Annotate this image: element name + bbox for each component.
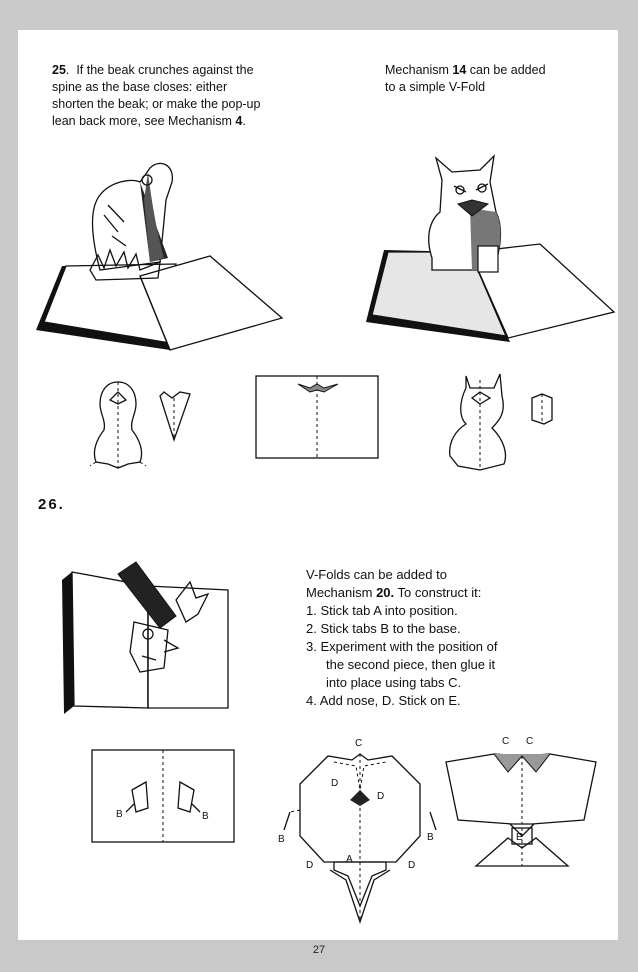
- step-4: 4. Add nose, D. Stick on E.: [306, 693, 461, 708]
- step-3-cont-1: the second piece, then glue it: [326, 657, 496, 672]
- step-2: 2. Stick tabs B to the base.: [306, 621, 461, 636]
- label-d-nose-right: D: [408, 860, 416, 871]
- label-c-left: C: [502, 736, 510, 747]
- section25-number: 25: [52, 63, 66, 77]
- right-line1-b: can be added: [466, 63, 546, 77]
- section25-left-text: 25. If the beak crunches against the spine as the base closes: either shorten the beak; or make the pop-up lean back more, see Mechanism 4.: [52, 63, 261, 128]
- mechanism-ref-14: 14: [452, 63, 467, 77]
- section25-line3: shorten the beak; or make the pop-up: [52, 97, 261, 111]
- label-c-face: C: [355, 738, 363, 749]
- section25-line2: spine as the base closes: either: [52, 80, 228, 94]
- label-b-left: B: [116, 809, 123, 820]
- page-number: 27: [312, 944, 326, 956]
- label-b-right: B: [202, 811, 209, 822]
- label-e: E: [516, 832, 523, 843]
- label-d-face-left: D: [331, 778, 339, 789]
- label-b-face-right: B: [427, 832, 434, 843]
- right-line1-a: Mechanism: [385, 63, 453, 77]
- right-line2: to a simple V-Fold: [385, 80, 486, 94]
- section26-number: 26.: [38, 496, 65, 513]
- label-a: A: [346, 854, 353, 865]
- step-1: 1. Stick tab A into position.: [306, 603, 458, 618]
- mechanism-ref-20: 20.: [376, 585, 395, 600]
- mechanism-ref-4: 4: [235, 114, 243, 128]
- section25-line4: lean back more, see Mechanism: [52, 114, 236, 128]
- instructions-intro2-b: To construct it:: [394, 585, 482, 600]
- label-d-nose-left: D: [306, 860, 314, 871]
- step-3-cont-2: into place using tabs C.: [326, 675, 462, 690]
- instructions-intro2-a: Mechanism: [306, 585, 377, 600]
- step-3: 3. Experiment with the position of: [306, 639, 498, 654]
- label-d-face-right: D: [377, 791, 385, 802]
- instructions-intro1: V-Folds can be added to: [306, 567, 447, 582]
- section25-line1: If the beak crunches against the: [76, 63, 254, 77]
- label-c-right: C: [526, 736, 534, 747]
- label-b-face-left: B: [278, 834, 285, 845]
